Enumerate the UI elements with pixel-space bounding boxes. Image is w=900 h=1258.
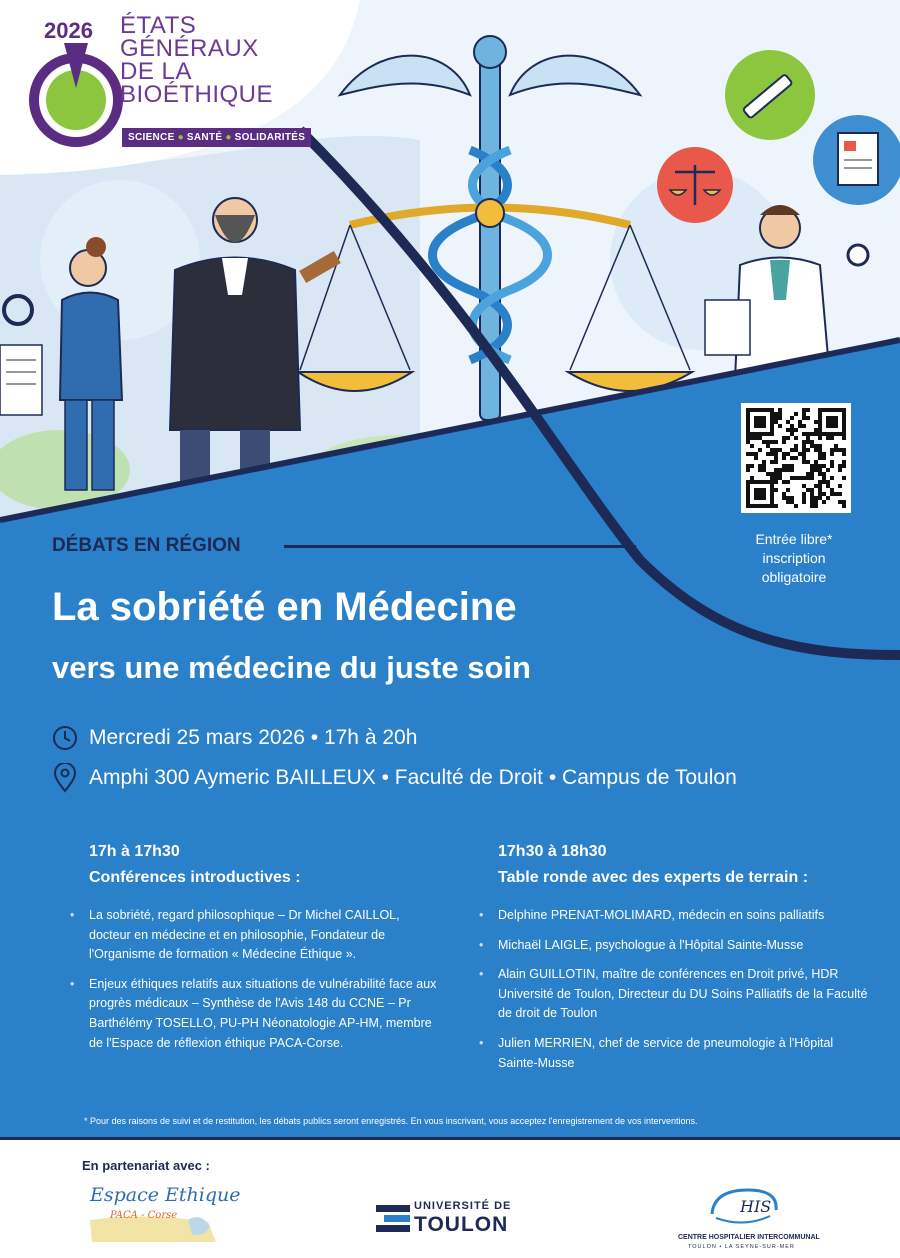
event-place: Amphi 300 Aymeric BAILLEUX • Faculté de Droit • Campus de Toulon: [89, 766, 737, 789]
chi-location: TOULON • LA SEYNE-SUR-MER: [688, 1244, 795, 1250]
program-right-header: [498, 839, 808, 891]
logo-band: SCIENCE ● SANTÉ ● SOLIDARITÉS: [122, 128, 311, 147]
program-item: • Alain GUILLOTIN, maître de conférences en Droit privé, HDR Université de Toulon, Directeur du DU Soins Palliatifs de la Faculté de droit de Toulon: [498, 965, 868, 1024]
program-item: • Michaël LAIGLE, psychologue à l'Hôpital Sainte-Musse: [498, 936, 868, 956]
partners-label: En partenariat avec :: [82, 1158, 210, 1173]
logo-year: 2026: [44, 18, 93, 43]
chi-name: CENTRE HOSPITALIER INTERCOMMUNAL: [678, 1234, 820, 1241]
program-item: • Julien MERRIEN, chef de service de pneumologie à l'Hôpital Sainte-Musse: [498, 1034, 868, 1073]
recording-footnote: * Pour des raisons de suivi et de restitution, les débats publics seront enregistrés. En vous inscrivant, vous acceptez l'enregistrement de vos interventions.: [84, 1116, 698, 1126]
logo-title-line: BIOÉTHIQUE: [120, 81, 274, 108]
event-subtitle: vers une médecine du juste soin: [52, 650, 531, 685]
program-right-heading: Table ronde avec des experts de terrain :: [498, 869, 809, 886]
program-item: • Enjeux éthiques relatifs aux situations de vulnérabilité face aux progrès médicaux – Synthèse de l'Avis 148 du CCNE – Pr Barthélémy TOSELLO, PU-PH Néonatologie AP-HM, membre de l'Espace de réflexion éthique PACA-Corse.: [89, 975, 439, 1053]
program-item: • Delphine PRENAT-MOLIMARD, médecin en soins palliatifs: [498, 906, 868, 926]
program-item: • La sobriété, regard philosophique – Dr Michel CAILLOL, docteur en médecine et en philosophie, Fondateur de l'Organisme de formation « Médecine Éthique ».: [89, 906, 439, 965]
svg-text:HIS: HIS: [740, 1197, 772, 1216]
registration-line: inscription: [762, 550, 826, 566]
universite-toulon-emblem: [376, 1203, 410, 1235]
universite-city: TOULON: [414, 1213, 509, 1236]
program-left-header: [89, 839, 301, 891]
registration-line: Entrée libre*: [755, 531, 833, 547]
logo-title-line: GÉNÉRAUX: [120, 35, 259, 62]
event-kicker: DÉBATS EN RÉGION: [52, 535, 241, 556]
logo-title-line: ÉTATS: [120, 12, 197, 39]
footer-divider: [0, 1137, 900, 1140]
program-right-time: 17h30 à 18h30: [498, 843, 607, 860]
clock-icon: [52, 725, 78, 751]
chi-logo[interactable]: [676, 1184, 820, 1254]
program-left-time: 17h à 17h30: [89, 843, 180, 860]
program-right-list: [498, 906, 868, 1083]
registration-note: [732, 530, 856, 587]
universite-label: UNIVERSITÉ DE: [414, 1200, 512, 1212]
program-left-list: [89, 906, 439, 1063]
logo-title-line: DE LA: [120, 58, 192, 85]
registration-line: obligatoire: [761, 569, 827, 585]
universite-toulon-logo[interactable]: [376, 1200, 526, 1240]
event-title: La sobriété en Médecine: [52, 585, 517, 629]
espace-ethique-logo[interactable]: [88, 1182, 241, 1244]
kicker-rule: [284, 545, 636, 548]
scales-bubble: [657, 147, 733, 223]
document-bubble: [813, 115, 900, 205]
event-date: Mercredi 25 mars 2026 • 17h à 20h: [89, 726, 418, 749]
logo-title: [120, 14, 273, 106]
chi-emblem: [704, 1184, 784, 1228]
espace-ethique-name: Espace Ethique: [90, 1184, 241, 1206]
logo-emblem: [24, 38, 134, 150]
espace-ethique-region: PACA - Corse: [110, 1210, 178, 1221]
logo-band-word: SOLIDARITÉS: [234, 132, 306, 143]
location-pin-icon: [53, 763, 77, 793]
logo-band-word: SANTÉ: [186, 132, 223, 143]
logo-band-word: SCIENCE: [128, 132, 175, 143]
qr-code-pattern: [741, 403, 851, 513]
syringe-bubble: [725, 50, 815, 140]
qr-code[interactable]: [741, 403, 851, 513]
program-left-heading: Conférences introductives :: [89, 869, 301, 886]
